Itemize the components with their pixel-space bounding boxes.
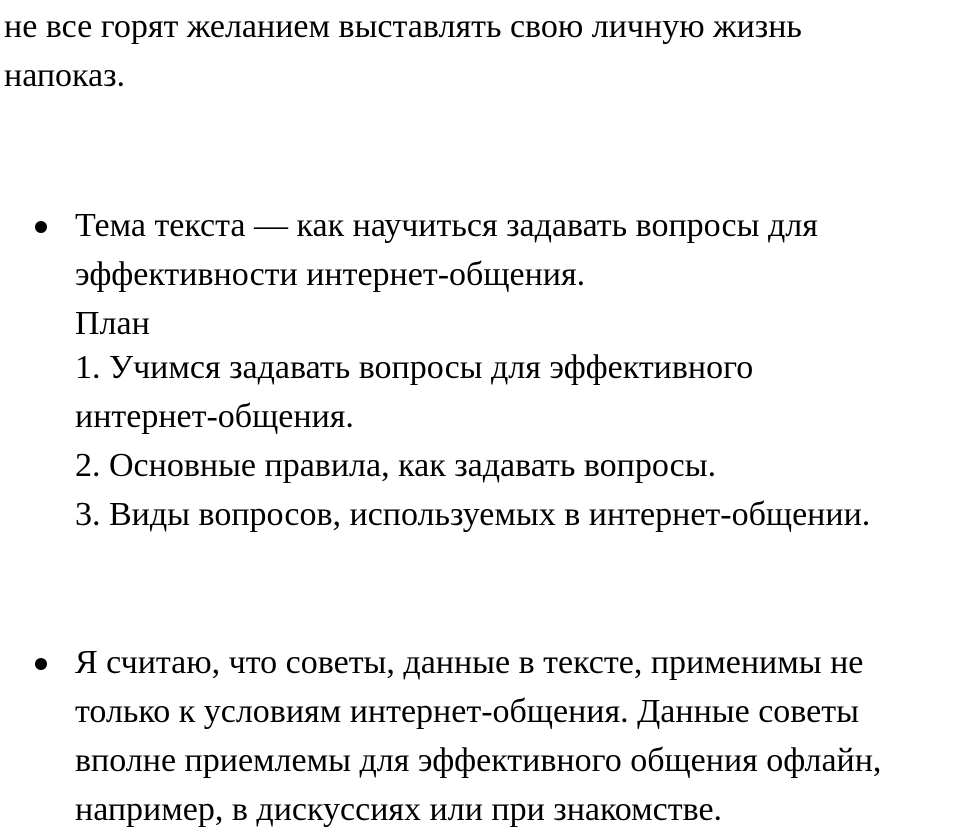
intro-line: напоказ. [4,57,126,94]
list-item-line: интернет-общения. [75,398,354,435]
bullet-icon [35,658,47,670]
list-item-line: Я считаю, что советы, данные в тексте, применимы не [75,644,864,681]
bullet-icon [35,221,47,233]
list-item-line: например, в дискуссиях или при знакомстве. [75,791,723,828]
list-item-line: План [75,305,150,342]
list-item-line: 1. Учимся задавать вопросы для эффективного [75,349,754,386]
intro-line: не все горят желанием выставлять свою личную жизнь [4,8,802,45]
list-item-line: только к условиям интернет-общения. Данные советы [75,693,859,730]
list-item-line: 2. Основные правила, как задавать вопросы. [75,447,717,484]
list-item-line: эффективности интернет-общения. [75,256,586,293]
list-item-line: Тема текста — как научиться задавать вопросы для [75,207,818,244]
list-item-line: 3. Виды вопросов, используемых в интернет-общении. [75,496,871,533]
list-item-line: вполне приемлемы для эффективного общения офлайн, [75,742,882,779]
